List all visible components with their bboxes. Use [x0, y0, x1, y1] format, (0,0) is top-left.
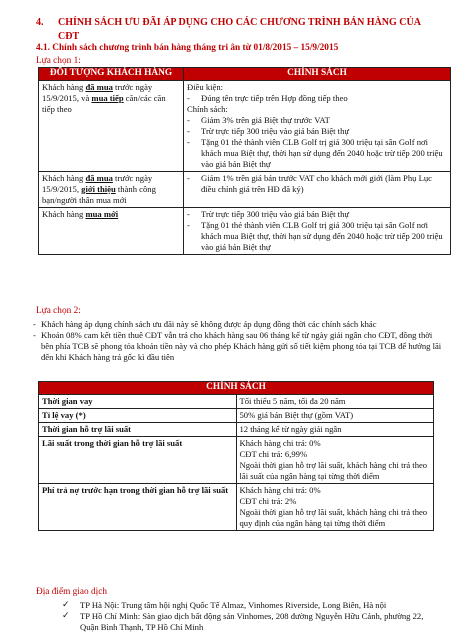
table-row: [39, 422, 434, 436]
list-item: - Đúng tên trực tiếp trên Hợp đồng tiếp theo: [187, 92, 348, 103]
row-value: Khách hàng chi trả: 0% CĐT chi trả: 2% Ngoài thời gian hỗ trợ lãi suất, khách hàng chi trả theo quy định của ngân hàng tại từng thời điểm: [236, 483, 434, 530]
row-key: Thời gian vay: [39, 394, 237, 408]
option2-header-row: [39, 382, 434, 395]
customer-cell: Khách hàng mua mới: [39, 207, 184, 254]
row-key: Thời gian hỗ trợ lãi suất: [39, 422, 237, 436]
list-item: ✓ TP Hà Nội: Trung tâm hội nghị Quốc Tế Almaz, Vinhomes Riverside, Long Biên, Hà nội: [62, 600, 387, 610]
subsection-heading: 4.1. Chính sách chương trình bán hàng tháng tri ân từ 01/8/2015 – 15/9/2015: [36, 43, 339, 53]
locations-label: Địa điểm giao dịch: [36, 587, 107, 597]
table-row: [39, 394, 434, 408]
row-key: Phí trả nợ trước hạn trong thời gian hỗ trợ lãi suất: [39, 483, 237, 530]
conditions-label: Điều kiện:: [187, 81, 224, 92]
section-title: CHÍNH SÁCH ƯU ĐÃI ÁP DỤNG CHO CÁC CHƯƠNG TRÌNH BÁN HÀNG CỦA CĐT: [58, 17, 421, 42]
policy-cell: [184, 80, 451, 171]
policy-cell: [184, 207, 451, 254]
section-number: 4.: [36, 17, 44, 28]
option1-table: [38, 67, 451, 255]
option1-label: Lựa chọn 1:: [36, 56, 81, 66]
option2-label: Lựa chọn 2:: [36, 306, 81, 316]
option2-notes: [33, 319, 443, 363]
table-row: [39, 436, 434, 483]
row-key: Tỉ lệ vay (*): [39, 408, 237, 422]
checkmark-icon: ✓: [62, 600, 70, 610]
table-row: [39, 408, 434, 422]
row-value: Tối thiểu 5 năm, tối đa 20 năm: [236, 394, 434, 408]
option1-header-row: [39, 68, 451, 81]
list-item: - Giảm 3% trên giá Biệt thự trước VAT: [187, 114, 330, 125]
row-value: 12 tháng kể từ ngày giải ngân: [236, 422, 434, 436]
row-value: Khách hàng chi trả: 0% CĐT chi trả: 6,99% Ngoài thời gian hỗ trợ lãi suất, khách hàng chi trả theo lãi suất của ngân hàng tại từng thời điểm: [236, 436, 434, 483]
policy-label: Chính sách:: [187, 103, 228, 114]
table-row: [39, 207, 451, 254]
list-item: - Trừ trực tiếp 300 triệu vào giá bán Biệt thự: [187, 125, 350, 136]
list-item: - Tặng 01 thẻ thành viên CLB Golf trị giá 300 triệu tại sân Golf nơi khách mua Biệt thự, thời hạn sử dụng đến 2040 hoặc trừ tiếp 200 triệu vào giá bán Biệt thự: [187, 219, 443, 252]
section-heading: [36, 16, 436, 43]
list-item: - Tặng 01 thẻ thành viên CLB Golf trị giá 300 triệu tại sân Golf nơi khách mua Biệt thự, thời hạn sử dụng đến 2040 hoặc trừ tiếp 200 triệu vào giá bán Biệt thự: [187, 136, 443, 169]
list-item: - Trừ trực tiếp 300 triệu vào giá bán Biệt thự: [187, 208, 350, 219]
table-row: [39, 171, 451, 207]
list-item: - Giảm 1% trên giá bán trước VAT cho khách mới giới (làm Phụ Lục điều chỉnh giá trên HĐ đã ký): [187, 172, 432, 194]
checkmark-icon: ✓: [62, 611, 70, 621]
row-key: Lãi suất trong thời gian hỗ trợ lãi suất: [39, 436, 237, 483]
list-item: ✓ TP Hồ Chí Minh: Sàn giao dịch bất động sản Vinhomes, 208 đường Nguyễn Hữu Cảnh, phường 22, Quận Bình Thạnh, TP Hồ Chí Minh: [62, 611, 424, 632]
list-item: - Khách hàng áp dụng chính sách ưu đãi này sẽ không được áp dụng đồng thời các chính sách khác: [33, 319, 377, 329]
policy-column-header: CHÍNH SÁCH: [184, 68, 451, 81]
option2-table: [38, 381, 434, 531]
policy-table-header: CHÍNH SÁCH: [39, 382, 434, 395]
policy-cell: [184, 171, 451, 207]
table-row: [39, 483, 434, 530]
list-item: - Khoản 08% cam kết tiền thuê CĐT vẫn trả cho khách hàng sau 06 tháng kể từ ngày giải ngân cho CĐT, đồng thời bên phía TCB sẽ phong tỏa khoản tiền này và cho phép Khách hàng gửi số tiết kiệm phong tỏa tại TCB để hưởng lãi đến khi Khách hàng trả gốc kì đầu tiên: [33, 330, 442, 362]
customer-cell: Khách hàng đã mua trước ngày 15/9/2015, và mua tiếp căn/các căn tiếp theo: [39, 80, 184, 171]
table-row: [39, 80, 451, 171]
locations-list: [62, 600, 434, 633]
customer-cell: Khách hàng đã mua trước ngày 15/9/2015, giới thiệu thành công bạn/người thân mua mới: [39, 171, 184, 207]
row-value: 50% giá bán Biệt thự (gồm VAT): [236, 408, 434, 422]
customer-column-header: ĐỐI TƯỢNG KHÁCH HÀNG: [39, 68, 184, 81]
